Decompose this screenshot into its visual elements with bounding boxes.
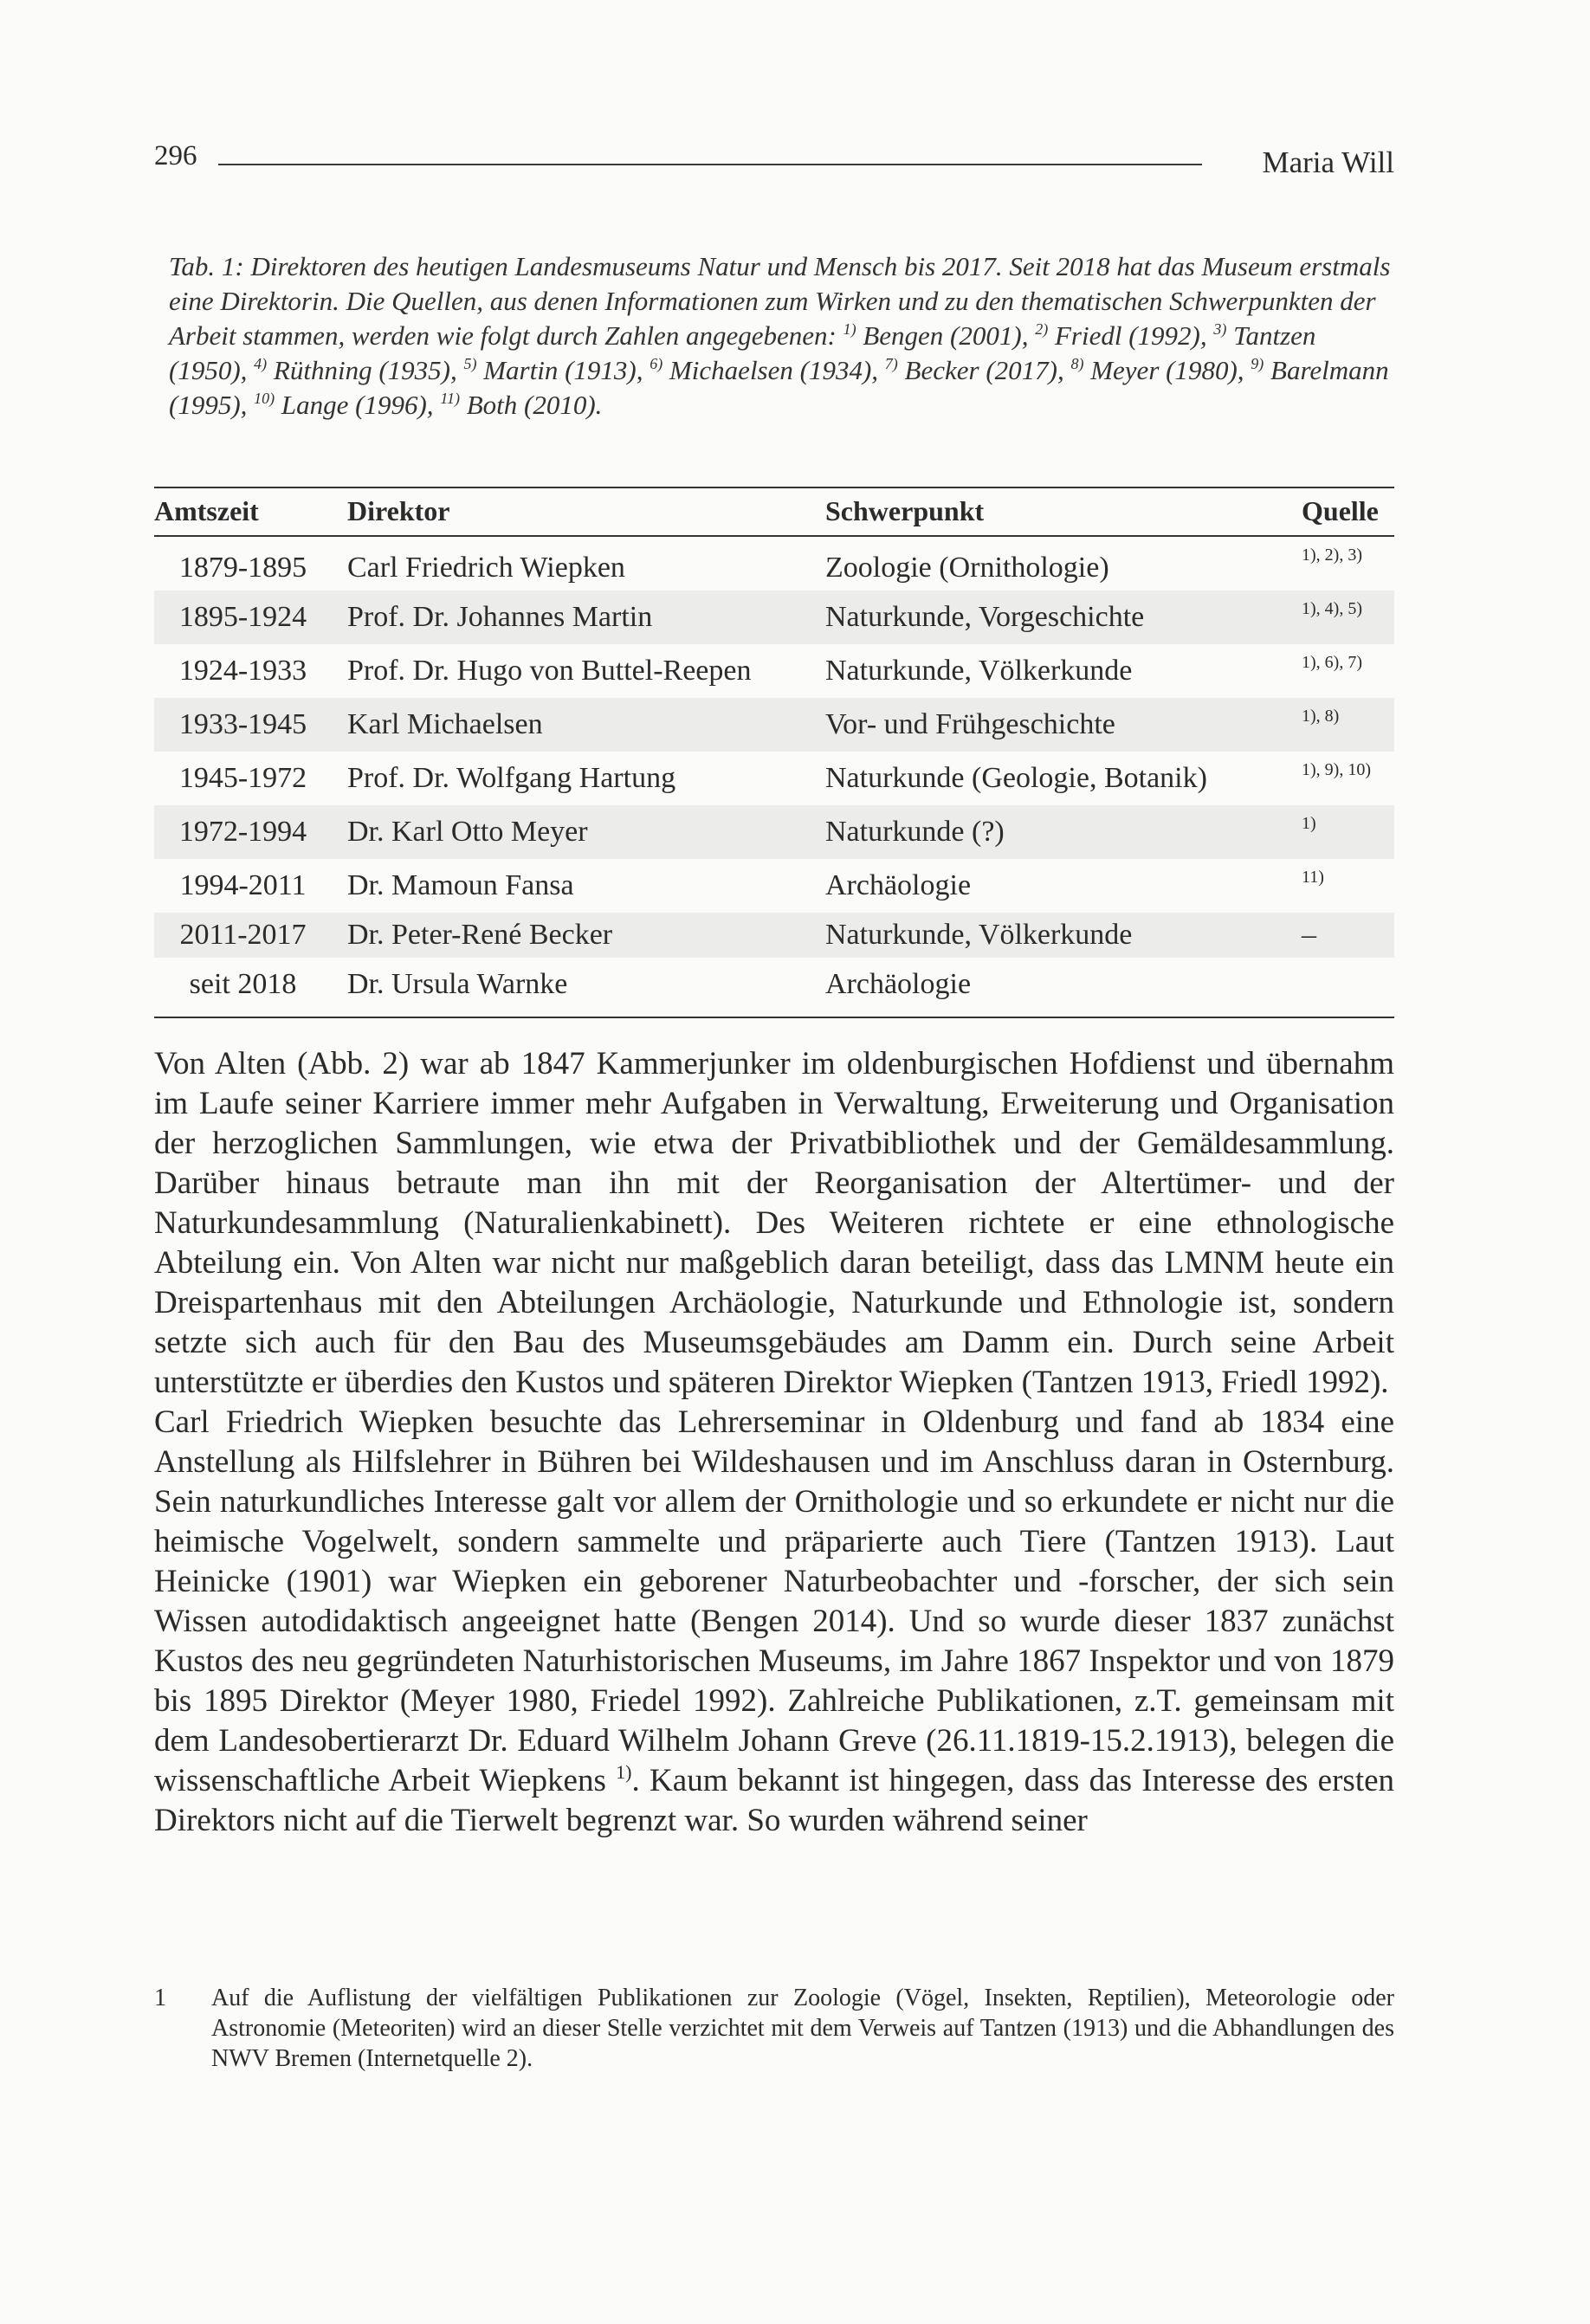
column-header-director: Direktor — [339, 487, 825, 536]
table-caption — [169, 249, 1399, 423]
footnote-text: Auf die Auflistung der vielfältigen Publikationen zur Zoologie (Vögel, Insekten, Reptilien), Meteorologie oder Astronomie (Meteoriten) wird an dieser Stelle verzichtet mit dem Verweis auf Tantzen (1913) und die Abhandlungen des NWV Bremen (Internetquelle 2). — [211, 1985, 1394, 2072]
cell-term: 1924-1933 — [178, 655, 307, 687]
cell-director: Dr. Peter-René Becker — [339, 913, 825, 958]
body-text — [154, 1044, 1394, 1841]
source-ref: Both (2010). — [466, 390, 603, 420]
source-num: 2) — [1035, 320, 1049, 338]
paragraph-text: . Kaum bekannt ist hingegen, dass das Interesse des ersten Direktors nicht auf die Tierwelt begrenzt war. So wurden während seiner — [154, 1763, 1395, 1838]
cell-director: Dr. Karl Otto Meyer — [339, 805, 825, 859]
source-ref: Becker (2017), — [904, 355, 1064, 385]
running-header — [154, 140, 1394, 184]
footnote-marker[interactable]: 1) — [616, 1761, 632, 1783]
source-ref: Rüthning (1935), — [273, 355, 457, 385]
cell-director: Prof. Dr. Wolfgang Hartung — [347, 762, 676, 794]
source-num: 8) — [1070, 355, 1084, 372]
cell-source: 1), 6), 7) — [1302, 653, 1362, 672]
source-num: 11) — [440, 390, 460, 407]
cell-term: 2011-2017 — [154, 913, 339, 958]
table-row — [154, 536, 1394, 591]
column-header-focus: Schwerpunkt — [825, 487, 1276, 536]
cell-source: 1), 8) — [1276, 698, 1394, 752]
cell-director: Carl Friedrich Wiepken — [347, 552, 625, 584]
source-ref: Bengen (2001), — [863, 320, 1029, 351]
footnote-number: 1 — [154, 1985, 166, 2011]
cell-source: – — [1276, 913, 1394, 958]
cell-source: 11) — [1302, 868, 1324, 887]
source-num: 6) — [650, 355, 663, 372]
cell-director: Dr. Ursula Warnke — [339, 958, 825, 1017]
source-ref: Barelmann (1995), — [169, 355, 1389, 420]
table-row — [154, 859, 1394, 913]
cell-term: 1895-1924 — [154, 591, 339, 644]
source-num: 9) — [1251, 355, 1264, 372]
cell-director: Dr. Mamoun Fansa — [347, 869, 574, 901]
cell-term: 1972-1994 — [154, 805, 339, 859]
cell-term: 1945-1972 — [178, 762, 307, 794]
paragraph: Von Alten (Abb. 2) war ab 1847 Kammerjunker im oldenburgischen Hofdienst und übernahm im Laufe seiner Karriere immer mehr Aufgaben in Verwaltung, Erweiterung und Organisation der herzoglichen Sammlungen, wie etwa der Privatbibliothek und der Gemäldesammlung. Darüber hinaus betraute man ihn mit der Reorganisation der Altertümer- und der Naturkundesammlung (Naturalienkabinett). Des Weiteren richtete er eine ethnologische Abteilung ein. Von Alten war nicht nur maßgeblich daran beteiligt, dass das LMNM heute ein Dreispartenhaus mit den Abteilungen Archäologie, Naturkunde und Ethnologie ist, sondern setzte sich auch für den Bau des Museumsgebäudes am Damm ein. Durch seine Arbeit unterstützte er überdies den Kustos und späteren Direktor Wiepken (Tantzen 1913, Friedl 1992). — [154, 1046, 1394, 1400]
cell-focus: Naturkunde, Völkerkunde — [825, 655, 1133, 687]
cell-source: 1) — [1276, 805, 1394, 859]
cell-source — [1276, 958, 1394, 1017]
source-num: 1) — [843, 320, 856, 338]
cell-director: Karl Michaelsen — [339, 698, 825, 752]
cell-focus: Naturkunde (?) — [825, 805, 1276, 859]
directors-table — [154, 487, 1394, 1018]
cell-term: 1879-1895 — [178, 552, 307, 584]
cell-term: 1994-2011 — [179, 869, 307, 901]
table-row — [154, 913, 1394, 958]
paragraph — [154, 1403, 1394, 1841]
cell-focus: Archäologie — [825, 869, 972, 901]
cell-focus: Vor- und Frühgeschichte — [825, 698, 1276, 752]
table-row — [154, 644, 1394, 698]
footnote — [154, 1983, 1394, 2074]
table-header-row — [154, 487, 1394, 536]
source-num: 4) — [254, 355, 268, 372]
cell-source: 1), 4), 5) — [1276, 591, 1394, 644]
table-row — [154, 958, 1394, 1017]
source-ref: Michaelsen (1934), — [669, 355, 879, 385]
table-row — [154, 805, 1394, 859]
cell-director: Prof. Dr. Johannes Martin — [339, 591, 825, 644]
source-ref: Tantzen (1950), — [169, 320, 1316, 385]
column-header-source: Quelle — [1276, 487, 1394, 536]
cell-focus: Zoologie (Ornithologie) — [825, 552, 1109, 584]
source-ref: Martin (1913), — [483, 355, 643, 385]
source-num: 5) — [463, 355, 477, 372]
cell-director: Prof. Dr. Hugo von Buttel-Reepen — [347, 655, 752, 687]
source-ref: Meyer (1980), — [1090, 355, 1244, 385]
cell-focus: Naturkunde, Vorgeschichte — [825, 591, 1276, 644]
column-header-term: Amtszeit — [154, 487, 339, 536]
cell-source: 1), 9), 10) — [1302, 760, 1371, 779]
source-ref: Lange (1996), — [281, 390, 434, 420]
cell-focus: Naturkunde, Völkerkunde — [825, 913, 1276, 958]
source-ref: Friedl (1992), — [1054, 320, 1207, 351]
header-author: Maria Will — [1262, 145, 1394, 179]
page-number: 296 — [154, 140, 197, 171]
source-num: 7) — [884, 355, 898, 372]
source-num: 3) — [1213, 320, 1227, 338]
paragraph-text: Carl Friedrich Wiepken besuchte das Lehrerseminar in Oldenburg und fand ab 1834 eine Anstellung als Hilfslehrer in Bühren bei Wildeshausen und im Anschluss daran in Osternburg. Sein naturkundliches Interesse galt vor allem der Ornithologie und so erkundete er nicht nur die heimische Vogelwelt, sondern sammelte und präparierte auch Tiere (Tantzen 1913). Laut Heinicke (1901) war Wiepken ein geborener Naturbeobachter und -forscher, der sich sein Wissen autodidaktisch angeeignet hatte (Bengen 2014). Und so wurde dieser 1837 zunächst Kustos des neu gegründeten Naturhistorischen Museums, im Jahre 1867 Inspektor und von 1879 bis 1895 Direktor (Meyer 1980, Friedel 1992). Zahlreiche Publikationen, z.T. gemeinsam mit dem Landesobertierarzt Dr. Eduard Wilhelm Johann Greve (26.11.1819-15.2.1913), belegen die wissenschaftliche Arbeit Wiepkens — [154, 1404, 1394, 1798]
header-rule — [218, 164, 1202, 165]
cell-term: 1933-1945 — [154, 698, 339, 752]
caption-text: Tab. 1: Direktoren des heutigen Landesmuseums Natur und Mensch bis 2017. Seit 2018 hat das Museum erstmals eine Direktorin. Die Quellen, aus denen Informationen zum Wirken und zu den thematischen Schwerpunkten der Arbeit stammen, werden wie folgt durch Zahlen angegebenen: — [169, 251, 1391, 351]
cell-term: seit 2018 — [154, 958, 339, 1017]
table-row — [154, 591, 1394, 644]
cell-focus: Naturkunde (Geologie, Botanik) — [825, 762, 1207, 794]
cell-source: 1), 2), 3) — [1302, 545, 1362, 565]
table-row — [154, 752, 1394, 805]
cell-focus: Archäologie — [825, 958, 1276, 1017]
directors-table-wrapper — [154, 487, 1394, 1018]
source-num: 10) — [254, 390, 275, 407]
table-row — [154, 698, 1394, 752]
